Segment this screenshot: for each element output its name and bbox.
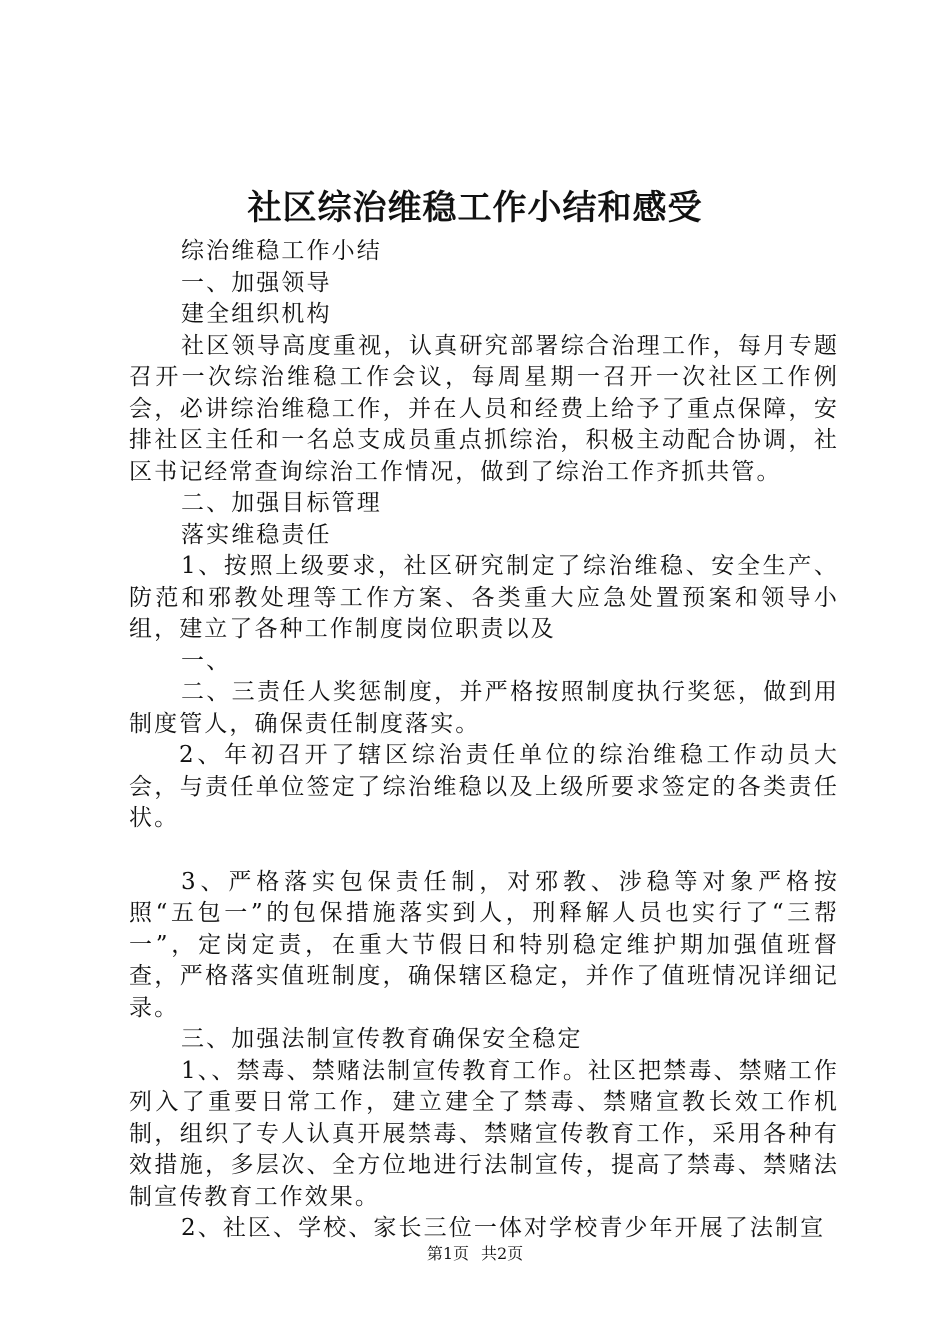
section-heading: 一、加强领导 <box>181 269 332 296</box>
paragraph-gap <box>129 835 839 867</box>
section-heading: 建全组织机构 <box>181 301 332 327</box>
body-paragraph: 1、按照上级要求，社区研究制定了综治维稳、安全生产、防范和邪教处理等工作方案、各类重大应急处置预案和领导小组，建立了各种工作制度岗位职责以及 <box>129 553 839 642</box>
section-heading: 落实维稳责任 <box>181 521 332 548</box>
page-footer <box>0 1244 950 1264</box>
body-paragraph: 1、、禁毒、禁赌法制宣传教育工作。社区把禁毒、禁赌工作列入了重要日常工作，建立建全了禁毒、禁赌宣教长效工作机制，组织了专人认真开展禁毒、禁赌宣传教育工作，采用各种有效措施，多层次、全方位地进行法制宣传，提高了禁毒、禁赌法制宣传教育工作效果。 <box>129 1057 839 1210</box>
section-heading: 二、加强目标管理 <box>181 490 382 516</box>
body-paragraph: 社区领导高度重视，认真研究部署综合治理工作，每月专题召开一次综治维稳工作会议，每周星期一召开一次社区工作例会，必讲综治维稳工作，并在人员和经费上给予了重点保障，安排社区主任和一名总支成员重点抓综治，积极主动配合协调，社区书记经常查询综治工作情况，做到了综治工作齐抓共管。 <box>129 332 839 485</box>
body-paragraph: 二、三责任人奖惩制度，并严格按照制度执行奖惩，做到用制度管人，确保责任制度落实。 <box>129 679 839 737</box>
section-heading: 综治维稳工作小结 <box>181 238 382 264</box>
body-paragraph: 3、严格落实包保责任制，对邪教、涉稳等对象严格按照“五包一”的包保措施落实到人，刑释解人员也实行了“三帮一”，定岗定责，在重大节假日和特别稳定维护期加强值班督查，严格落实值班制度，确保辖区稳定，并作了值班情况详细记录。 <box>129 868 839 1021</box>
body-paragraph: 2、年初召开了辖区综治责任单位的综治维稳工作动员大会，与责任单位签定了综治维稳以及上级所要求签定的各类责任状。 <box>129 742 839 831</box>
document-title: 社区综治维稳工作小结和感受 <box>247 188 703 228</box>
section-heading: 三、加强法制宣传教育确保安全稳定 <box>181 1026 583 1052</box>
page-total: 共2页 <box>481 1244 524 1263</box>
document-body <box>129 236 839 1245</box>
body-paragraph: 一、 <box>181 647 232 674</box>
page-number: 第1页 <box>426 1244 469 1263</box>
body-paragraph: 2、社区、学校、家长三位一体对学校青少年开展了法制宣 <box>181 1215 826 1241</box>
